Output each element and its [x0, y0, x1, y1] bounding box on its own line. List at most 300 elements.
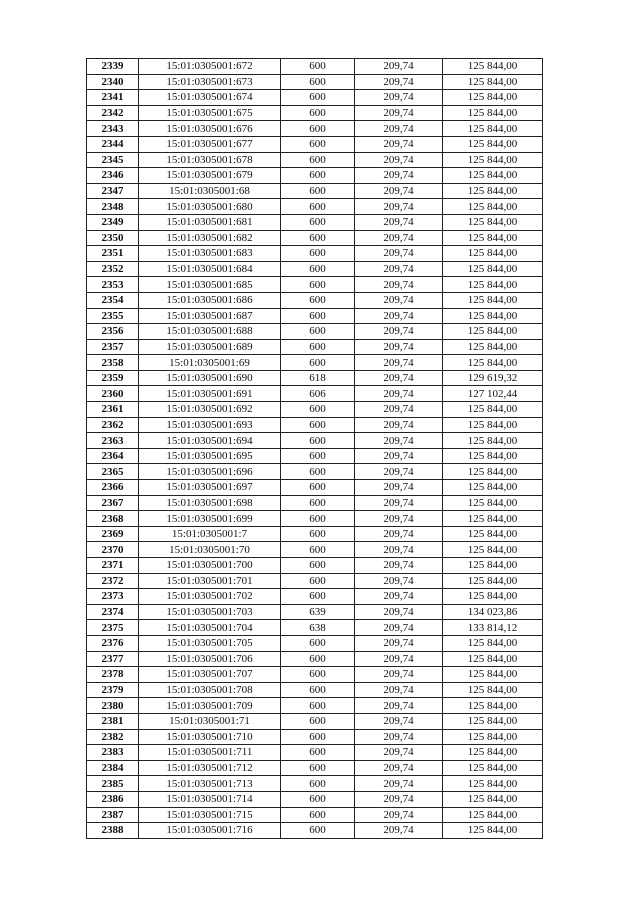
table-row — [87, 713, 543, 729]
value-cell: 125 844,00 — [443, 417, 543, 433]
cadastral-number-cell: 15:01:0305001:70 — [139, 542, 281, 558]
area-cell: 600 — [281, 339, 355, 355]
rate-cell: 209,74 — [355, 261, 443, 277]
table-row — [87, 199, 543, 215]
value-cell: 125 844,00 — [443, 745, 543, 761]
table-row — [87, 105, 543, 121]
table-row — [87, 168, 543, 184]
rate-cell: 209,74 — [355, 324, 443, 340]
rate-cell: 209,74 — [355, 729, 443, 745]
table-row — [87, 136, 543, 152]
value-cell: 125 844,00 — [443, 713, 543, 729]
value-cell: 127 102,44 — [443, 386, 543, 402]
rate-cell: 209,74 — [355, 682, 443, 698]
cadastral-number-cell: 15:01:0305001:699 — [139, 511, 281, 527]
rate-cell: 209,74 — [355, 713, 443, 729]
table-row — [87, 448, 543, 464]
area-cell: 600 — [281, 807, 355, 823]
table-row — [87, 589, 543, 605]
row-number-cell: 2342 — [87, 105, 139, 121]
value-cell: 125 844,00 — [443, 823, 543, 839]
value-cell: 125 844,00 — [443, 292, 543, 308]
table-row — [87, 791, 543, 807]
value-cell: 125 844,00 — [443, 168, 543, 184]
area-cell: 600 — [281, 168, 355, 184]
row-number-cell: 2384 — [87, 760, 139, 776]
rate-cell: 209,74 — [355, 105, 443, 121]
row-number-cell: 2366 — [87, 480, 139, 496]
row-number-cell: 2367 — [87, 495, 139, 511]
table-row — [87, 59, 543, 75]
rate-cell: 209,74 — [355, 386, 443, 402]
cadastral-table — [86, 58, 543, 839]
rate-cell: 209,74 — [355, 74, 443, 90]
cadastral-number-cell: 15:01:0305001:682 — [139, 230, 281, 246]
row-number-cell: 2385 — [87, 776, 139, 792]
table-row — [87, 745, 543, 761]
value-cell: 125 844,00 — [443, 121, 543, 137]
table-row — [87, 261, 543, 277]
table-row — [87, 651, 543, 667]
row-number-cell: 2350 — [87, 230, 139, 246]
area-cell: 600 — [281, 324, 355, 340]
table-row — [87, 74, 543, 90]
row-number-cell: 2359 — [87, 370, 139, 386]
area-cell: 600 — [281, 464, 355, 480]
cadastral-number-cell: 15:01:0305001:677 — [139, 136, 281, 152]
rate-cell: 209,74 — [355, 589, 443, 605]
cadastral-number-cell: 15:01:0305001:691 — [139, 386, 281, 402]
row-number-cell: 2363 — [87, 433, 139, 449]
table-row — [87, 495, 543, 511]
row-number-cell: 2355 — [87, 308, 139, 324]
value-cell: 125 844,00 — [443, 136, 543, 152]
table-row — [87, 386, 543, 402]
value-cell: 125 844,00 — [443, 573, 543, 589]
value-cell: 125 844,00 — [443, 277, 543, 293]
row-number-cell: 2375 — [87, 620, 139, 636]
row-number-cell: 2381 — [87, 713, 139, 729]
cadastral-number-cell: 15:01:0305001:684 — [139, 261, 281, 277]
rate-cell: 209,74 — [355, 604, 443, 620]
area-cell: 600 — [281, 448, 355, 464]
area-cell: 600 — [281, 635, 355, 651]
rate-cell: 209,74 — [355, 448, 443, 464]
rate-cell: 209,74 — [355, 433, 443, 449]
value-cell: 133 814,12 — [443, 620, 543, 636]
value-cell: 125 844,00 — [443, 464, 543, 480]
rate-cell: 209,74 — [355, 542, 443, 558]
value-cell: 125 844,00 — [443, 698, 543, 714]
area-cell: 600 — [281, 823, 355, 839]
row-number-cell: 2352 — [87, 261, 139, 277]
area-cell: 600 — [281, 698, 355, 714]
value-cell: 125 844,00 — [443, 105, 543, 121]
value-cell: 125 844,00 — [443, 230, 543, 246]
cadastral-number-cell: 15:01:0305001:715 — [139, 807, 281, 823]
area-cell: 600 — [281, 292, 355, 308]
rate-cell: 209,74 — [355, 464, 443, 480]
cadastral-number-cell: 15:01:0305001:672 — [139, 59, 281, 75]
cadastral-number-cell: 15:01:0305001:716 — [139, 823, 281, 839]
table-row — [87, 542, 543, 558]
rate-cell: 209,74 — [355, 121, 443, 137]
row-number-cell: 2348 — [87, 199, 139, 215]
area-cell: 600 — [281, 542, 355, 558]
area-cell: 600 — [281, 136, 355, 152]
row-number-cell: 2349 — [87, 214, 139, 230]
row-number-cell: 2372 — [87, 573, 139, 589]
row-number-cell: 2354 — [87, 292, 139, 308]
table-row — [87, 573, 543, 589]
cadastral-number-cell: 15:01:0305001:673 — [139, 74, 281, 90]
rate-cell: 209,74 — [355, 573, 443, 589]
table-row — [87, 308, 543, 324]
row-number-cell: 2377 — [87, 651, 139, 667]
cadastral-number-cell: 15:01:0305001:700 — [139, 558, 281, 574]
value-cell: 125 844,00 — [443, 433, 543, 449]
table-row — [87, 370, 543, 386]
table-row — [87, 760, 543, 776]
value-cell: 125 844,00 — [443, 480, 543, 496]
cadastral-number-cell: 15:01:0305001:7 — [139, 526, 281, 542]
table-row — [87, 90, 543, 106]
value-cell: 125 844,00 — [443, 760, 543, 776]
rate-cell: 209,74 — [355, 807, 443, 823]
rate-cell: 209,74 — [355, 183, 443, 199]
cadastral-number-cell: 15:01:0305001:68 — [139, 183, 281, 199]
row-number-cell: 2364 — [87, 448, 139, 464]
value-cell: 125 844,00 — [443, 807, 543, 823]
rate-cell: 209,74 — [355, 370, 443, 386]
rate-cell: 209,74 — [355, 230, 443, 246]
row-number-cell: 2351 — [87, 246, 139, 262]
rate-cell: 209,74 — [355, 277, 443, 293]
row-number-cell: 2339 — [87, 59, 139, 75]
cadastral-number-cell: 15:01:0305001:714 — [139, 791, 281, 807]
row-number-cell: 2368 — [87, 511, 139, 527]
rate-cell: 209,74 — [355, 651, 443, 667]
area-cell: 600 — [281, 121, 355, 137]
rate-cell: 209,74 — [355, 90, 443, 106]
cadastral-number-cell: 15:01:0305001:702 — [139, 589, 281, 605]
area-cell: 600 — [281, 526, 355, 542]
value-cell: 125 844,00 — [443, 246, 543, 262]
table-row — [87, 682, 543, 698]
row-number-cell: 2341 — [87, 90, 139, 106]
table-row — [87, 339, 543, 355]
row-number-cell: 2360 — [87, 386, 139, 402]
area-cell: 600 — [281, 277, 355, 293]
rate-cell: 209,74 — [355, 698, 443, 714]
value-cell: 125 844,00 — [443, 152, 543, 168]
table-row — [87, 246, 543, 262]
table-row — [87, 355, 543, 371]
value-cell: 125 844,00 — [443, 651, 543, 667]
table-row — [87, 480, 543, 496]
cadastral-number-cell: 15:01:0305001:693 — [139, 417, 281, 433]
row-number-cell: 2380 — [87, 698, 139, 714]
area-cell: 638 — [281, 620, 355, 636]
row-number-cell: 2343 — [87, 121, 139, 137]
table-row — [87, 620, 543, 636]
value-cell: 125 844,00 — [443, 511, 543, 527]
rate-cell: 209,74 — [355, 620, 443, 636]
value-cell: 125 844,00 — [443, 324, 543, 340]
area-cell: 600 — [281, 713, 355, 729]
table-row — [87, 558, 543, 574]
row-number-cell: 2346 — [87, 168, 139, 184]
table-body — [87, 59, 543, 839]
table-row — [87, 604, 543, 620]
cadastral-number-cell: 15:01:0305001:676 — [139, 121, 281, 137]
row-number-cell: 2371 — [87, 558, 139, 574]
rate-cell: 209,74 — [355, 246, 443, 262]
cadastral-number-cell: 15:01:0305001:71 — [139, 713, 281, 729]
value-cell: 125 844,00 — [443, 308, 543, 324]
cadastral-number-cell: 15:01:0305001:687 — [139, 308, 281, 324]
row-number-cell: 2353 — [87, 277, 139, 293]
table-row — [87, 417, 543, 433]
row-number-cell: 2344 — [87, 136, 139, 152]
row-number-cell: 2373 — [87, 589, 139, 605]
cadastral-number-cell: 15:01:0305001:679 — [139, 168, 281, 184]
area-cell: 600 — [281, 246, 355, 262]
row-number-cell: 2378 — [87, 667, 139, 683]
rate-cell: 209,74 — [355, 526, 443, 542]
value-cell: 125 844,00 — [443, 355, 543, 371]
value-cell: 125 844,00 — [443, 682, 543, 698]
area-cell: 600 — [281, 667, 355, 683]
area-cell: 600 — [281, 90, 355, 106]
area-cell: 600 — [281, 230, 355, 246]
cadastral-number-cell: 15:01:0305001:709 — [139, 698, 281, 714]
area-cell: 600 — [281, 59, 355, 75]
value-cell: 125 844,00 — [443, 542, 543, 558]
area-cell: 600 — [281, 355, 355, 371]
cadastral-number-cell: 15:01:0305001:703 — [139, 604, 281, 620]
area-cell: 600 — [281, 308, 355, 324]
table-row — [87, 433, 543, 449]
table-row — [87, 667, 543, 683]
area-cell: 600 — [281, 589, 355, 605]
value-cell: 134 023,86 — [443, 604, 543, 620]
table-row — [87, 402, 543, 418]
table-row — [87, 776, 543, 792]
cadastral-number-cell: 15:01:0305001:685 — [139, 277, 281, 293]
table-row — [87, 807, 543, 823]
rate-cell: 209,74 — [355, 495, 443, 511]
cadastral-number-cell: 15:01:0305001:708 — [139, 682, 281, 698]
rate-cell: 209,74 — [355, 152, 443, 168]
area-cell: 600 — [281, 105, 355, 121]
cadastral-number-cell: 15:01:0305001:707 — [139, 667, 281, 683]
rate-cell: 209,74 — [355, 760, 443, 776]
value-cell: 125 844,00 — [443, 339, 543, 355]
area-cell: 600 — [281, 261, 355, 277]
cadastral-number-cell: 15:01:0305001:696 — [139, 464, 281, 480]
area-cell: 600 — [281, 651, 355, 667]
row-number-cell: 2345 — [87, 152, 139, 168]
row-number-cell: 2370 — [87, 542, 139, 558]
cadastral-number-cell: 15:01:0305001:683 — [139, 246, 281, 262]
row-number-cell: 2340 — [87, 74, 139, 90]
row-number-cell: 2374 — [87, 604, 139, 620]
table-row — [87, 152, 543, 168]
row-number-cell: 2379 — [87, 682, 139, 698]
cadastral-number-cell: 15:01:0305001:674 — [139, 90, 281, 106]
rate-cell: 209,74 — [355, 480, 443, 496]
table-row — [87, 183, 543, 199]
rate-cell: 209,74 — [355, 214, 443, 230]
cadastral-number-cell: 15:01:0305001:694 — [139, 433, 281, 449]
value-cell: 125 844,00 — [443, 74, 543, 90]
area-cell: 600 — [281, 791, 355, 807]
cadastral-number-cell: 15:01:0305001:704 — [139, 620, 281, 636]
table-row — [87, 277, 543, 293]
cadastral-number-cell: 15:01:0305001:692 — [139, 402, 281, 418]
value-cell: 125 844,00 — [443, 495, 543, 511]
table-row — [87, 121, 543, 137]
cadastral-number-cell: 15:01:0305001:686 — [139, 292, 281, 308]
rate-cell: 209,74 — [355, 59, 443, 75]
area-cell: 600 — [281, 745, 355, 761]
rate-cell: 209,74 — [355, 292, 443, 308]
area-cell: 600 — [281, 183, 355, 199]
row-number-cell: 2382 — [87, 729, 139, 745]
table-row — [87, 823, 543, 839]
cadastral-number-cell: 15:01:0305001:701 — [139, 573, 281, 589]
area-cell: 600 — [281, 402, 355, 418]
cadastral-number-cell: 15:01:0305001:697 — [139, 480, 281, 496]
value-cell: 125 844,00 — [443, 776, 543, 792]
cadastral-number-cell: 15:01:0305001:675 — [139, 105, 281, 121]
rate-cell: 209,74 — [355, 558, 443, 574]
rate-cell: 209,74 — [355, 199, 443, 215]
table-row — [87, 635, 543, 651]
area-cell: 600 — [281, 511, 355, 527]
area-cell: 600 — [281, 214, 355, 230]
area-cell: 639 — [281, 604, 355, 620]
table-row — [87, 526, 543, 542]
row-number-cell: 2388 — [87, 823, 139, 839]
value-cell: 125 844,00 — [443, 59, 543, 75]
cadastral-number-cell: 15:01:0305001:688 — [139, 324, 281, 340]
cadastral-number-cell: 15:01:0305001:712 — [139, 760, 281, 776]
cadastral-number-cell: 15:01:0305001:690 — [139, 370, 281, 386]
cadastral-number-cell: 15:01:0305001:689 — [139, 339, 281, 355]
value-cell: 125 844,00 — [443, 90, 543, 106]
cadastral-number-cell: 15:01:0305001:711 — [139, 745, 281, 761]
cadastral-number-cell: 15:01:0305001:680 — [139, 199, 281, 215]
area-cell: 618 — [281, 370, 355, 386]
table-row — [87, 230, 543, 246]
cadastral-number-cell: 15:01:0305001:713 — [139, 776, 281, 792]
area-cell: 600 — [281, 199, 355, 215]
value-cell: 125 844,00 — [443, 667, 543, 683]
rate-cell: 209,74 — [355, 635, 443, 651]
row-number-cell: 2383 — [87, 745, 139, 761]
row-number-cell: 2356 — [87, 324, 139, 340]
table-row — [87, 698, 543, 714]
area-cell: 600 — [281, 682, 355, 698]
area-cell: 600 — [281, 573, 355, 589]
area-cell: 600 — [281, 152, 355, 168]
area-cell: 600 — [281, 729, 355, 745]
value-cell: 125 844,00 — [443, 199, 543, 215]
cadastral-number-cell: 15:01:0305001:681 — [139, 214, 281, 230]
value-cell: 125 844,00 — [443, 183, 543, 199]
value-cell: 125 844,00 — [443, 791, 543, 807]
rate-cell: 209,74 — [355, 402, 443, 418]
value-cell: 125 844,00 — [443, 635, 543, 651]
rate-cell: 209,74 — [355, 168, 443, 184]
row-number-cell: 2358 — [87, 355, 139, 371]
rate-cell: 209,74 — [355, 136, 443, 152]
value-cell: 125 844,00 — [443, 448, 543, 464]
rate-cell: 209,74 — [355, 511, 443, 527]
table-row — [87, 214, 543, 230]
value-cell: 125 844,00 — [443, 261, 543, 277]
table-row — [87, 324, 543, 340]
row-number-cell: 2362 — [87, 417, 139, 433]
rate-cell: 209,74 — [355, 791, 443, 807]
area-cell: 600 — [281, 760, 355, 776]
row-number-cell: 2376 — [87, 635, 139, 651]
row-number-cell: 2387 — [87, 807, 139, 823]
area-cell: 600 — [281, 417, 355, 433]
rate-cell: 209,74 — [355, 667, 443, 683]
cadastral-number-cell: 15:01:0305001:698 — [139, 495, 281, 511]
area-cell: 600 — [281, 480, 355, 496]
area-cell: 600 — [281, 495, 355, 511]
row-number-cell: 2369 — [87, 526, 139, 542]
row-number-cell: 2361 — [87, 402, 139, 418]
rate-cell: 209,74 — [355, 355, 443, 371]
value-cell: 125 844,00 — [443, 526, 543, 542]
value-cell: 125 844,00 — [443, 214, 543, 230]
row-number-cell: 2386 — [87, 791, 139, 807]
value-cell: 125 844,00 — [443, 402, 543, 418]
area-cell: 606 — [281, 386, 355, 402]
cadastral-number-cell: 15:01:0305001:710 — [139, 729, 281, 745]
cadastral-number-cell: 15:01:0305001:678 — [139, 152, 281, 168]
value-cell: 125 844,00 — [443, 558, 543, 574]
cadastral-number-cell: 15:01:0305001:706 — [139, 651, 281, 667]
row-number-cell: 2357 — [87, 339, 139, 355]
row-number-cell: 2365 — [87, 464, 139, 480]
table-row — [87, 292, 543, 308]
rate-cell: 209,74 — [355, 745, 443, 761]
rate-cell: 209,74 — [355, 339, 443, 355]
area-cell: 600 — [281, 776, 355, 792]
area-cell: 600 — [281, 558, 355, 574]
area-cell: 600 — [281, 74, 355, 90]
rate-cell: 209,74 — [355, 776, 443, 792]
table-row — [87, 511, 543, 527]
table-row — [87, 729, 543, 745]
table-row — [87, 464, 543, 480]
rate-cell: 209,74 — [355, 823, 443, 839]
area-cell: 600 — [281, 433, 355, 449]
value-cell: 125 844,00 — [443, 589, 543, 605]
value-cell: 125 844,00 — [443, 729, 543, 745]
cadastral-number-cell: 15:01:0305001:69 — [139, 355, 281, 371]
cadastral-number-cell: 15:01:0305001:695 — [139, 448, 281, 464]
value-cell: 129 619,32 — [443, 370, 543, 386]
row-number-cell: 2347 — [87, 183, 139, 199]
cadastral-number-cell: 15:01:0305001:705 — [139, 635, 281, 651]
